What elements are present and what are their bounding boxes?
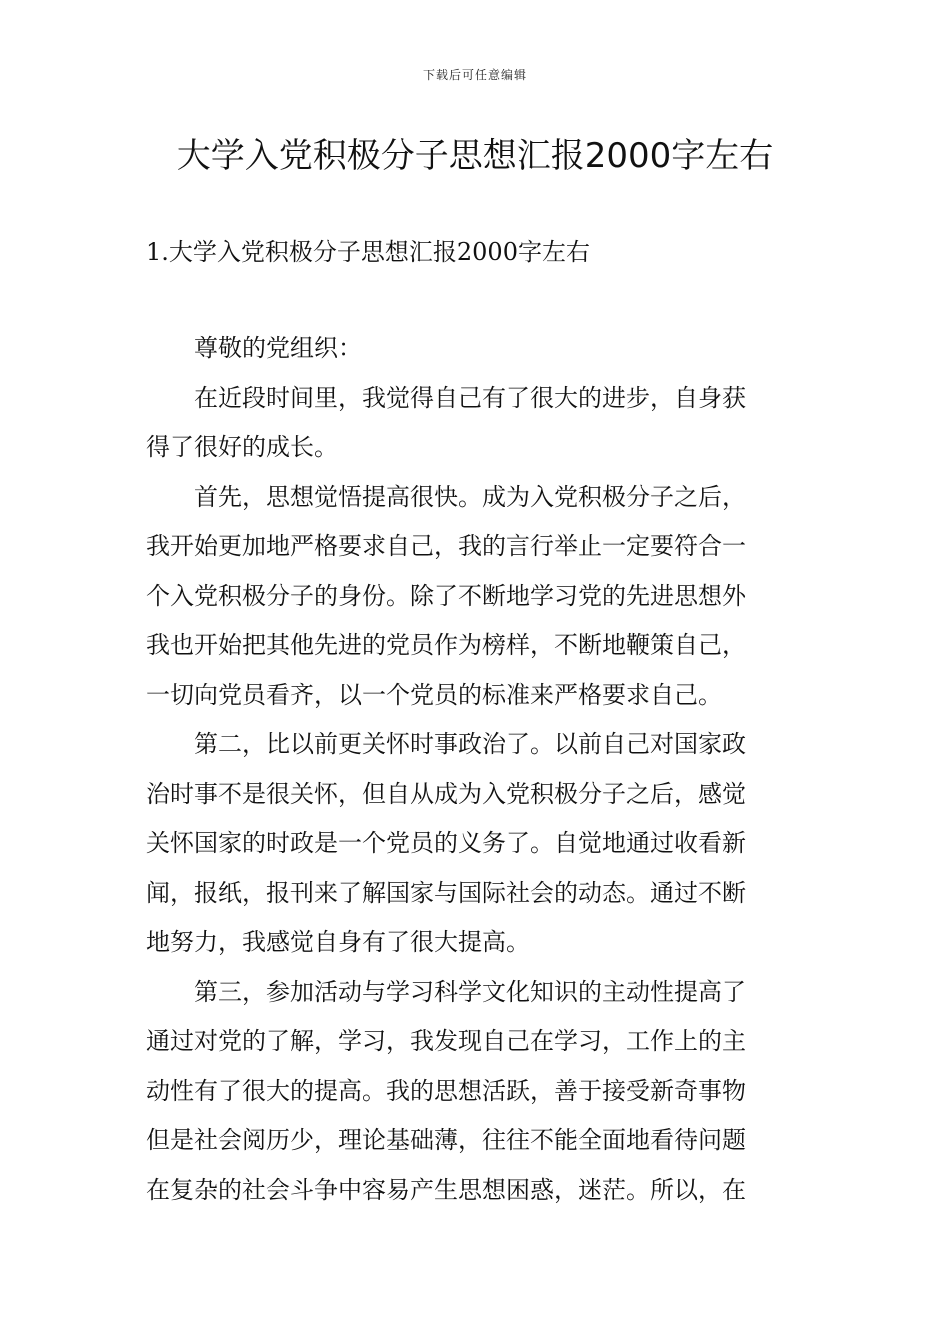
text-line: 首先，思想觉悟提高很快。成为入党积极分子之后， xyxy=(194,482,746,511)
text-line: 闻，报纸，报刊来了解国家与国际社会的动态。通过不断 xyxy=(146,878,746,907)
text-line: 治时事不是很关怀，但自从成为入党积极分子之后，感觉 xyxy=(146,779,746,808)
text-line: 一切向党员看齐，以一个党员的标准来严格要求自己。 xyxy=(146,680,722,709)
paragraph-1 xyxy=(146,374,806,473)
paragraph-3 xyxy=(146,720,806,968)
text-line: 关怀国家的时政是一个党员的义务了。自觉地通过收看新 xyxy=(146,829,746,857)
text-line: 得了很好的成长。 xyxy=(146,433,338,461)
text-line: 通过对党的了解，学习，我发现自己在学习，工作上的主 xyxy=(146,1027,746,1055)
text-line: 在近段时间里，我觉得自己有了很大的进步，自身获 xyxy=(194,383,746,412)
salutation xyxy=(146,324,806,374)
paragraph-4 xyxy=(146,968,806,1216)
text-line: 尊敬的党组织： xyxy=(194,334,362,362)
text-line: 第二，比以前更关怀时事政治了。以前自己对国家政 xyxy=(194,730,746,758)
section-heading: 1.大学入党积极分子思想汇报2000字左右 xyxy=(146,238,590,266)
text-line: 在复杂的社会斗争中容易产生思想困惑，迷茫。所以，在 xyxy=(146,1175,746,1204)
text-line: 我也开始把其他先进的党员作为榜样，不断地鞭策自己， xyxy=(146,631,746,659)
text-line: 但是社会阅历少，理论基础薄，往往不能全面地看待问题 xyxy=(146,1126,746,1154)
text-line: 个入党积极分子的身份。除了不断地学习党的先进思想外 xyxy=(146,581,746,610)
header-note: 下载后可任意编辑 xyxy=(422,68,527,82)
page-title: 大学入党积极分子思想汇报2000字左右 xyxy=(176,136,774,176)
text-line: 第三，参加活动与学习科学文化知识的主动性提高了 xyxy=(194,977,746,1006)
text-line: 动性有了很大的提高。我的思想活跃，善于接受新奇事物 xyxy=(146,1076,746,1105)
text-line: 我开始更加地严格要求自己，我的言行举止一定要符合一 xyxy=(146,532,746,560)
text-line: 地努力，我感觉自身有了很大提高。 xyxy=(146,928,530,956)
paragraph-2 xyxy=(146,473,806,721)
document-body xyxy=(146,324,806,1215)
